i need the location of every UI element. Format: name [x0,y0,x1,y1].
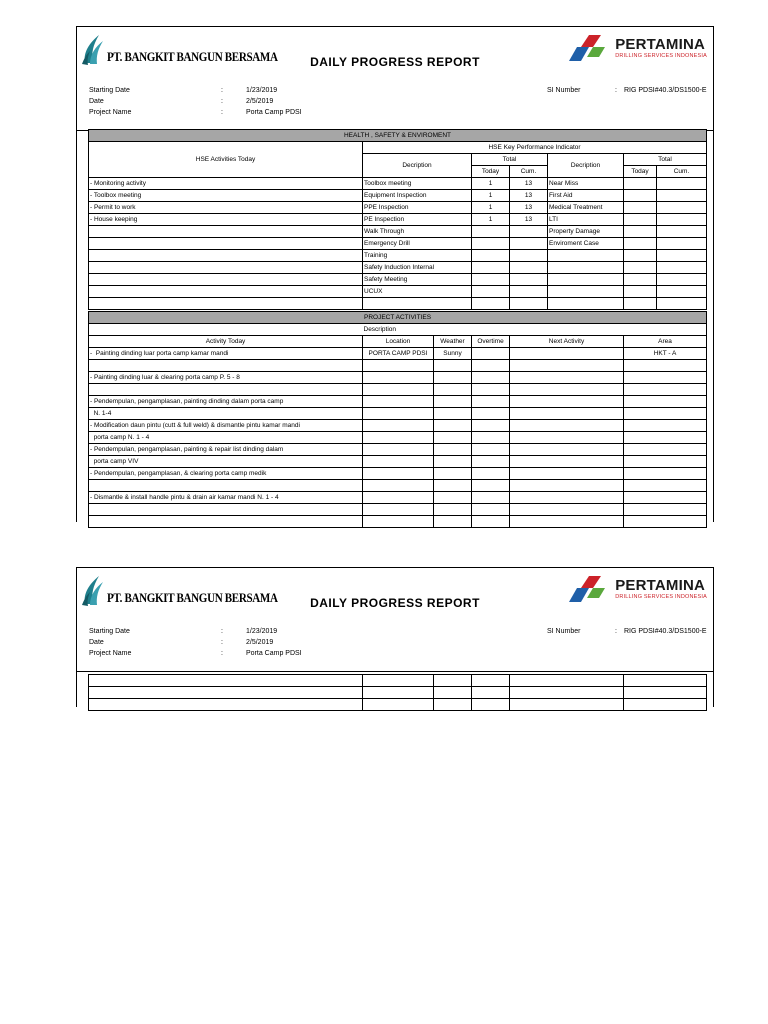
meta-value: Porta Camp PDSI [246,109,302,116]
kpi-cum-cell: 13 [510,190,548,202]
project-row [89,396,707,408]
hse-row [89,298,707,310]
kpi-total-header-2: Total [624,154,707,166]
report-meta [89,85,396,118]
overtime-cell [472,492,510,504]
kpi-description-cell: UCUX [363,286,472,298]
activity-cell: - Dismantle & install handle pintu & drain air kamar mandi N. 1 - 4 [89,492,363,504]
activity-cell [89,384,363,396]
meta-value: RIG PDSI#40.3/DS1500-E [624,628,707,635]
kpi-description-cell: PE Inspection [363,214,472,226]
kpi-description-cell-2 [548,250,624,262]
project-row [89,348,707,360]
report-page-1 [76,26,714,522]
hse-row [89,202,707,214]
project-section-title: PROJECT ACTIVITIES [89,312,707,324]
meta-si-number-2 [547,626,707,637]
area-cell [624,516,707,528]
pertamina-logo [567,33,707,63]
weather-cell [434,384,472,396]
project-row [89,384,707,396]
project-row [89,444,707,456]
kpi-cum-cell [510,286,548,298]
next-activity-cell [510,480,624,492]
weather-cell [434,456,472,468]
meta-value: 2/5/2019 [246,98,274,105]
hse-row [89,250,707,262]
area-cell [624,360,707,372]
weather-cell [434,468,472,480]
kpi-today-header: Today [472,166,510,178]
meta-label: Starting Date [89,87,130,94]
project-description-header: Description [363,324,472,336]
kpi-description-cell-2: Near Miss [548,178,624,190]
next-activity-cell [510,360,624,372]
kpi-cum-header: Cum. [510,166,548,178]
kpi-description-cell-2 [548,262,624,274]
brand-name: PERTAMINA [615,35,706,53]
report-title: DAILY PROGRESS REPORT [310,55,480,69]
weather-cell [434,444,472,456]
kpi-today-cell [472,226,510,238]
pertamina-logo-icon [567,574,611,604]
location-cell [363,492,434,504]
meta-sep: : [221,639,223,646]
kpi-today-cell-2 [624,190,657,202]
col-overtime-header: Overtime [472,336,510,348]
kpi-description-header: Decription [363,154,472,178]
meta-starting-date [89,85,396,96]
next-activity-cell [510,432,624,444]
hse-activity-cell [89,262,363,274]
meta-value: RIG PDSI#40.3/DS1500-E [624,87,707,94]
overtime-cell [472,384,510,396]
kpi-cum-cell [510,298,548,310]
project-row [89,432,707,444]
company-name: PT. BANGKIT BANGUN BERSAMA [107,49,278,64]
overtime-cell [472,468,510,480]
hse-activity-cell [89,274,363,286]
overtime-cell [472,396,510,408]
kpi-today-cell [472,250,510,262]
kpi-description-cell-2: First Aid [548,190,624,202]
area-cell [624,480,707,492]
kpi-cum-cell-2 [657,202,707,214]
kpi-today-cell-2 [624,226,657,238]
brand-subtitle: DRILLING SERVICES INDONESIA [615,52,707,59]
activity-cell: - Pendempulan, pengamplasan, painting & repair list dinding dalam [89,444,363,456]
hse-activity-cell [89,226,363,238]
kpi-cum-header-2: Cum. [657,166,707,178]
meta-label: SI Number [547,87,581,94]
meta-sep: : [221,650,223,657]
report-page-2 [76,567,714,707]
hse-section-title: HEALTH , SAFETY & ENVIROMENT [89,130,707,142]
next-activity-cell [510,516,624,528]
next-activity-cell [510,348,624,360]
hse-activity-cell: - Monitoring activity [89,178,363,190]
meta-label: Date [89,98,104,105]
report-meta-2 [89,626,396,659]
area-cell [624,456,707,468]
kpi-cum-cell [510,226,548,238]
area-cell [624,372,707,384]
weather-cell [434,360,472,372]
project-activities-table [88,311,707,528]
hse-row [89,238,707,250]
kpi-today-cell-2 [624,298,657,310]
location-cell [363,444,434,456]
meta-date [89,637,396,648]
activity-cell [89,516,363,528]
location-cell [363,372,434,384]
kpi-today-cell: 1 [472,190,510,202]
weather-cell [434,516,472,528]
meta-sep: : [221,98,223,105]
hse-activity-cell [89,298,363,310]
activity-cell: - Pendempulan, pengamplasan, & clearing porta camp medik [89,468,363,480]
kpi-description-cell: Safety Induction Internal [363,262,472,274]
location-cell [363,420,434,432]
overtime-cell [472,372,510,384]
col-next-activity-header: Next Activity [510,336,624,348]
kpi-cum-cell-2 [657,226,707,238]
kpi-today-cell-2 [624,250,657,262]
kpi-description-cell: PPE Inspection [363,202,472,214]
meta-value: 1/23/2019 [246,87,278,94]
location-cell [363,396,434,408]
col-activity-header: Activity Today [89,336,363,348]
kpi-today-cell: 1 [472,214,510,226]
meta-sep: : [221,87,223,94]
col-area-header: Area [624,336,707,348]
location-cell [363,432,434,444]
kpi-today-cell [472,286,510,298]
company-name-2: PT. BANGKIT BANGUN BERSAMA [107,590,278,605]
area-cell [624,468,707,480]
area-cell [624,384,707,396]
kpi-description-cell [363,298,472,310]
brand-subtitle-2: DRILLING SERVICES INDONESIA [615,593,707,600]
kpi-description-cell-2: Medical Treatment [548,202,624,214]
meta-project-name [89,648,396,659]
kpi-today-cell-2 [624,178,657,190]
meta-label: Starting Date [89,628,130,635]
activity-cell: - Modification daun pintu (cutt & full weld) & dismantle pintu kamar mandi [89,420,363,432]
overtime-cell [472,480,510,492]
report-title-2: DAILY PROGRESS REPORT [310,596,480,610]
location-cell [363,408,434,420]
meta-value: 2/5/2019 [246,639,274,646]
kpi-description-cell: Emergency Drill [363,238,472,250]
hse-kpi-header: HSE Key Performance Indicator [363,142,707,154]
kpi-cum-cell-2 [657,262,707,274]
meta-starting-date [89,626,396,637]
pertamina-logo-icon [567,33,611,63]
kpi-description-cell-2 [548,298,624,310]
overtime-cell [472,408,510,420]
weather-cell [434,480,472,492]
project-row [89,504,707,516]
location-cell [363,360,434,372]
next-activity-cell [510,384,624,396]
activity-cell: - Painting dinding luar porta camp kamar mandi [89,348,363,360]
brand-name-2: PERTAMINA [615,576,706,594]
project-row [89,372,707,384]
project-row [89,456,707,468]
pertamina-logo-2 [567,574,707,604]
meta-label: Date [89,639,104,646]
kpi-cum-cell-2 [657,190,707,202]
kpi-today-cell-2 [624,214,657,226]
location-cell [363,480,434,492]
meta-label: Project Name [89,650,132,657]
next-activity-cell [510,396,624,408]
project-description-spacer-2 [472,324,707,336]
next-activity-cell [510,504,624,516]
hse-row [89,178,707,190]
kpi-today-cell-2 [624,238,657,250]
activity-cell: - Painting dinding luar & clearing porta camp P. 5 - 8 [89,372,363,384]
kpi-today-cell [472,262,510,274]
kpi-today-cell: 1 [472,178,510,190]
meta-sep: : [221,628,223,635]
kpi-total-header: Total [472,154,548,166]
table-row [89,675,707,687]
kpi-cum-cell-2 [657,250,707,262]
meta-value: 1/23/2019 [246,628,278,635]
next-activity-cell [510,420,624,432]
next-activity-cell [510,372,624,384]
kpi-description-cell: Equipment Inspection [363,190,472,202]
kpi-cum-cell: 13 [510,214,548,226]
hse-activities-header: HSE Activities Today [89,142,363,178]
project-row [89,360,707,372]
project-row [89,420,707,432]
hse-row [89,286,707,298]
hse-row [89,274,707,286]
hse-activity-cell [89,250,363,262]
kpi-description-cell-2 [548,274,624,286]
kpi-today-cell [472,238,510,250]
next-activity-cell [510,456,624,468]
kpi-description-cell: Toolbox meeting [363,178,472,190]
kpi-cum-cell-2 [657,178,707,190]
meta-sep: : [221,109,223,116]
hse-row [89,226,707,238]
project-row [89,408,707,420]
location-cell [363,516,434,528]
next-activity-cell [510,408,624,420]
hse-activity-cell [89,286,363,298]
hse-row [89,214,707,226]
kpi-description-cell-2: LTI [548,214,624,226]
area-cell [624,492,707,504]
activity-cell [89,480,363,492]
activity-cell: porta camp VIV [89,456,363,468]
location-cell [363,504,434,516]
kpi-today-cell-2 [624,262,657,274]
overtime-cell [472,504,510,516]
hse-row [89,262,707,274]
next-activity-cell [510,468,624,480]
report-header [77,27,713,131]
table-row [89,687,707,699]
overtime-cell [472,432,510,444]
kpi-cum-cell: 13 [510,178,548,190]
table-row [89,699,707,711]
hse-activity-cell: - Toolbox meeting [89,190,363,202]
overtime-cell [472,360,510,372]
kpi-cum-cell-2 [657,214,707,226]
location-cell: PORTA CAMP PDSI [363,348,434,360]
activity-cell: N. 1-4 [89,408,363,420]
weather-cell [434,408,472,420]
weather-cell [434,396,472,408]
activity-cell: porta camp N. 1 - 4 [89,432,363,444]
report-header-2 [77,568,713,672]
weather-cell: Sunny [434,348,472,360]
meta-value: Porta Camp PDSI [246,650,302,657]
meta-project-name [89,107,396,118]
next-activity-cell [510,444,624,456]
weather-cell [434,492,472,504]
project-row [89,492,707,504]
col-location-header: Location [363,336,434,348]
continuation-table [88,674,707,711]
hse-row [89,190,707,202]
col-weather-header: Weather [434,336,472,348]
kpi-today-cell [472,298,510,310]
project-row [89,468,707,480]
area-cell [624,504,707,516]
hse-activity-cell: - House keeping [89,214,363,226]
hse-table [88,129,707,310]
location-cell [363,384,434,396]
activity-cell: - Pendempulan, pengamplasan, painting dinding dalam porta camp [89,396,363,408]
kpi-cum-cell: 13 [510,202,548,214]
meta-sep: : [615,87,617,94]
project-row [89,480,707,492]
kpi-today-cell: 1 [472,202,510,214]
activity-cell [89,504,363,516]
kpi-cum-cell [510,274,548,286]
location-cell [363,468,434,480]
hse-activity-cell [89,238,363,250]
weather-cell [434,372,472,384]
kpi-description-cell: Training [363,250,472,262]
kpi-today-cell-2 [624,274,657,286]
kpi-description-cell-2 [548,286,624,298]
overtime-cell [472,420,510,432]
kpi-description-cell: Walk Through [363,226,472,238]
area-cell [624,444,707,456]
kpi-cum-cell [510,250,548,262]
meta-sep: : [615,628,617,635]
meta-label: SI Number [547,628,581,635]
meta-si-number [547,85,707,96]
kpi-description-cell: Safety Meeting [363,274,472,286]
weather-cell [434,504,472,516]
area-cell: HKT - A [624,348,707,360]
kpi-description-cell-2: Enviroment Case [548,238,624,250]
meta-date [89,96,396,107]
next-activity-cell [510,492,624,504]
kpi-description-header-2: Decription [548,154,624,178]
project-row [89,516,707,528]
project-description-spacer [89,324,363,336]
area-cell [624,408,707,420]
area-cell [624,396,707,408]
kpi-cum-cell [510,238,548,250]
overtime-cell [472,456,510,468]
kpi-today-cell-2 [624,286,657,298]
meta-label: Project Name [89,109,132,116]
area-cell [624,420,707,432]
kpi-description-cell-2: Property Damage [548,226,624,238]
kpi-cum-cell-2 [657,298,707,310]
weather-cell [434,420,472,432]
overtime-cell [472,444,510,456]
area-cell [624,432,707,444]
kpi-cum-cell [510,262,548,274]
kpi-today-header-2: Today [624,166,657,178]
weather-cell [434,432,472,444]
kpi-cum-cell-2 [657,274,707,286]
kpi-cum-cell-2 [657,238,707,250]
location-cell [363,456,434,468]
overtime-cell [472,516,510,528]
kpi-today-cell-2 [624,202,657,214]
kpi-today-cell [472,274,510,286]
overtime-cell [472,348,510,360]
hse-activity-cell: - Permit to work [89,202,363,214]
kpi-cum-cell-2 [657,286,707,298]
activity-cell [89,360,363,372]
